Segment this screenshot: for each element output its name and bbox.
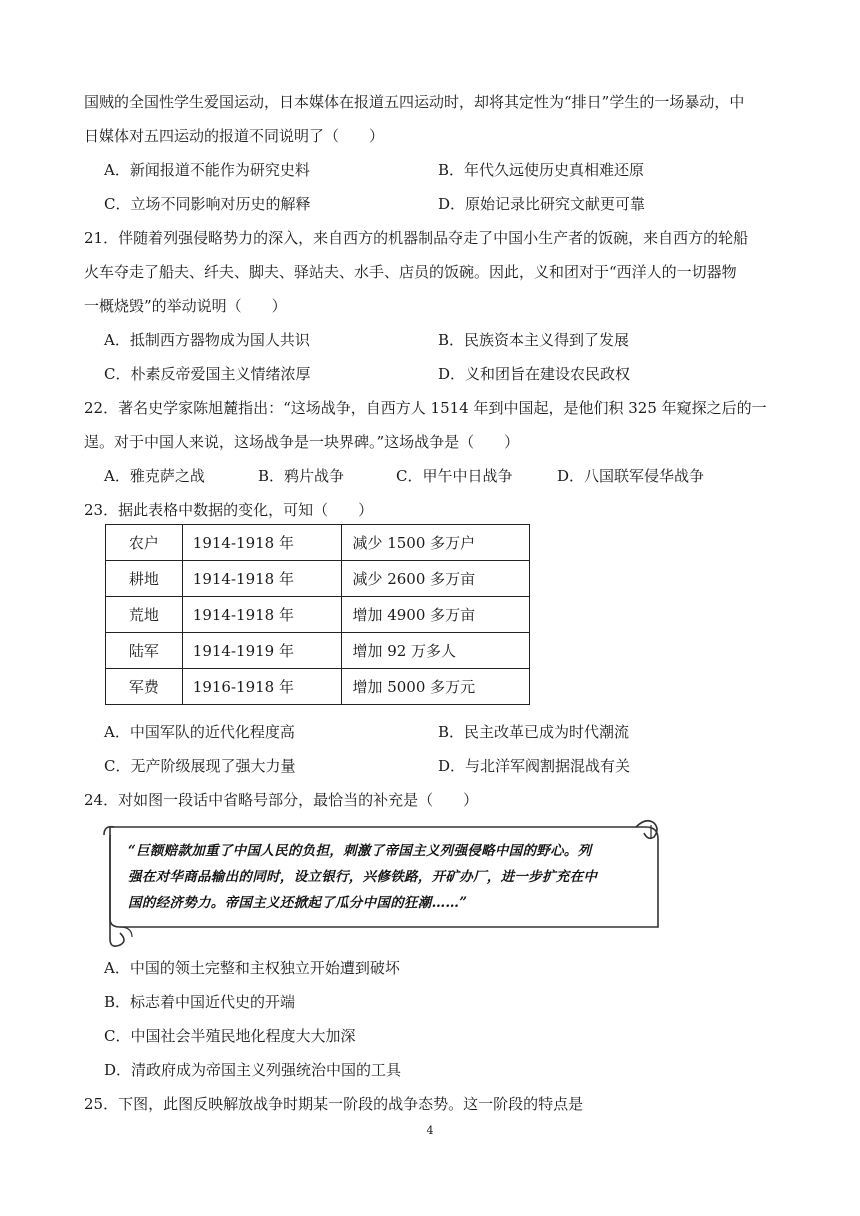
scroll-quote-line2: 强在对华商品输出的同时，设立银行，兴修铁路，开矿办厂，进一步扩充在中 [128,869,598,885]
table-cell: 陆军 [106,633,183,669]
q20-stem-line1: 国贼的全国性学生爱国运动，日本媒体在报道五四运动时，却将其定性为“排日”学生的一场暴动，中 [84,93,745,111]
q21-option-c[interactable]: C．朴素反帝爱国主义情绪浓厚 [104,365,311,383]
page-number: 4 [426,1124,434,1137]
table-cell: 耕地 [106,561,183,597]
table-row [106,525,530,561]
q21-stem-line1: 21．伴随着列强侵略势力的深入，来自西方的机器制品夺走了中国小生产者的饭碗，来自西方的轮船 [84,229,749,247]
table-row [106,597,530,633]
q25-stem-line1: 25．下图，此图反映解放战争时期某一阶段的战争态势。这一阶段的特点是 [84,1095,584,1113]
scroll-quote-line1: “巨额赔款加重了中国人民的负担，刺激了帝国主义列强侵略中国的野心。列 [128,843,592,859]
q24-option-c[interactable]: C．中国社会半殖民地化程度大大加深 [104,1027,356,1045]
table-row [106,669,530,705]
table-cell: 增加 5000 多万元 [342,669,530,705]
table-cell: 1914-1919 年 [182,633,342,669]
table-cell: 1916-1918 年 [182,669,342,705]
q23-option-a[interactable]: A．中国军队的近代化程度高 [104,723,295,741]
q22-option-d[interactable]: D．八国联军侵华战争 [557,467,705,485]
q23-option-c[interactable]: C．无产阶级展现了强大力量 [104,757,296,775]
q20-option-d[interactable]: D．原始记录比研究文献更可靠 [438,195,646,213]
q23-option-b[interactable]: B．民主改革已成为时代潮流 [438,723,630,741]
scroll-quote-line3: 国的经济势力。帝国主义还掀起了瓜分中国的狂潮……” [128,895,468,911]
q22-option-a[interactable]: A．雅克萨之战 [104,467,205,485]
q20-option-b[interactable]: B．年代久远使历史真相难还原 [438,161,645,179]
q23-data-table [105,524,530,705]
q21-option-a[interactable]: A．抵制西方器物成为国人共识 [104,331,310,349]
q22-option-c[interactable]: C．甲午中日战争 [396,467,513,485]
table-cell: 农户 [106,525,183,561]
scroll-quote [128,838,648,916]
table-row [106,633,530,669]
q21-stem-line3: 一概烧毁”的举动说明（ ） [84,297,287,315]
q24-option-a[interactable]: A．中国的领土完整和主权独立开始遭到破坏 [104,959,400,977]
table-cell: 增加 92 万多人 [342,633,530,669]
q21-option-b[interactable]: B．民族资本主义得到了发展 [438,331,630,349]
q21-stem-line2: 火车夺走了船夫、纤夫、脚夫、驿站夫、水手、店员的饭碗。因此，义和团对于“西洋人的一切器物 [84,263,737,281]
q22-stem-line1: 22．著名史学家陈旭麓指出：“这场战争，自西方人 1514 年到中国起，是他们积 325 年窥探之后的一 [84,399,767,417]
table-cell: 增加 4900 多万亩 [342,597,530,633]
table-cell: 荒地 [106,597,183,633]
table-cell: 减少 2600 多万亩 [342,561,530,597]
q20-stem-line2: 日媒体对五四运动的报道不同说明了（ ） [84,127,385,145]
q23-option-d[interactable]: D．与北洋军阀割据混战有关 [438,757,631,775]
table-cell: 减少 1500 多万户 [342,525,530,561]
table-cell: 1914-1918 年 [182,561,342,597]
table-cell: 军费 [106,669,183,705]
q24-option-d[interactable]: D．清政府成为帝国主义列强统治中国的工具 [104,1061,402,1079]
q22-stem-line2: 逞。对于中国人来说，这场战争是一块界碑。”这场战争是（ ） [84,433,520,451]
q23-stem-line1: 23．据此表格中数据的变化，可知（ ） [84,501,374,519]
q24-option-b[interactable]: B．标志着中国近代史的开端 [104,993,296,1011]
table-cell: 1914-1918 年 [182,597,342,633]
table-row [106,561,530,597]
q20-option-c[interactable]: C．立场不同影响对历史的解释 [104,195,311,213]
q20-option-a[interactable]: A．新闻报道不能作为研究史料 [104,161,310,179]
q24-stem-line1: 24．对如图一段话中省略号部分，最恰当的补充是（ ） [84,791,479,809]
table-cell: 1914-1918 年 [182,525,342,561]
q21-option-d[interactable]: D．义和团旨在建设农民政权 [438,365,631,383]
q22-option-b[interactable]: B．鸦片战争 [258,467,345,485]
